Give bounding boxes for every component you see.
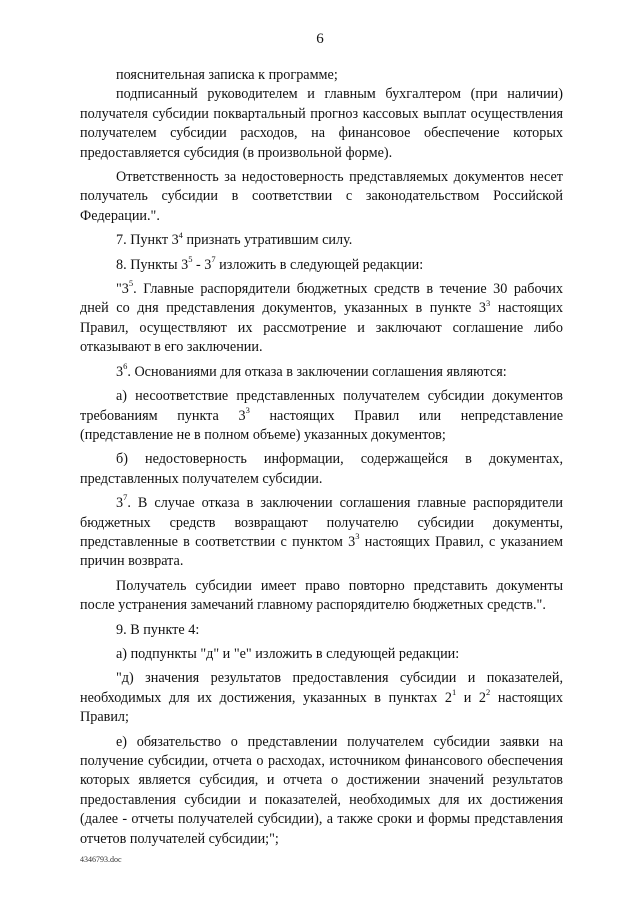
paragraph	[80, 733, 563, 849]
text-run: . Главные распорядители бюджетных средств в течение 30 рабочих дней со дня представления документов, указанных в пункте 3	[80, 281, 563, 317]
text-run: настоящих Правил, осуществляют их рассмотрение и заключают соглашение либо отказывают в его заключении.	[80, 300, 563, 356]
text-run: Получатель субсидии имеет право повторно представить документы после устранения замечаний главному распорядителю бюджетных средств.".	[80, 577, 563, 614]
paragraph	[80, 66, 563, 85]
text-run: а) несоответствие представленных получателем субсидии документов требованиям пункта 3	[80, 388, 563, 424]
superscript: 6	[123, 360, 128, 371]
superscript: 7	[123, 492, 128, 503]
text-run: "3	[116, 281, 129, 298]
text-run: б) недостоверность информации, содержащейся в документах, представленных получателем субсидии.	[80, 451, 563, 487]
superscript: 2	[486, 687, 491, 698]
superscript: 5	[188, 253, 193, 264]
superscript: 3	[245, 404, 250, 415]
paragraph	[80, 577, 563, 616]
paragraph	[80, 645, 563, 664]
text-run: "д) значения результатов предоставления субсидии и показателей, необходимых для их достижения, указанных в пунктах 2	[80, 670, 563, 706]
paragraph	[80, 450, 563, 489]
paragraph	[80, 621, 563, 640]
text-run: 9. В пункте 4:	[116, 621, 200, 638]
text-run: настоящих Правил;	[80, 689, 563, 726]
text-run: е) обязательство о представлении получателем субсидии заявки на получение субсидии, отчета о расходах, источником финансового обеспечения которых является субсидия, и отчета о достижении значений результатов предоставления субсидии и показателей, необходимых для их достижения (далее - отчеты получателей субсидии), а также сроки и формы представления отчетов получателей субсидии;";	[80, 733, 563, 847]
page-number: 6	[316, 31, 324, 47]
text-run: 3	[116, 495, 124, 512]
superscript: 7	[211, 253, 216, 264]
text-run: настоящих Правил, с указанием причин возврата.	[80, 533, 563, 570]
text-run: признать утратившим силу.	[182, 232, 353, 249]
paragraph	[80, 494, 563, 572]
superscript: 4	[178, 229, 183, 240]
text-run: настоящих Правил или непредставление (представление не в полном объеме) указанных документов;	[80, 407, 563, 443]
text-run: и 2	[456, 689, 487, 706]
paragraph	[80, 387, 563, 445]
document-body	[80, 66, 563, 849]
text-run: - 3	[192, 256, 212, 273]
paragraph	[80, 168, 563, 226]
paragraph	[80, 280, 563, 358]
paragraph	[80, 231, 563, 250]
paragraph	[80, 85, 563, 163]
paragraph	[80, 669, 563, 727]
paragraph	[80, 360, 563, 382]
text-run: . Основаниями для отказа в заключении соглашения являются:	[127, 363, 507, 380]
text-run: пояснительная записка к программе;	[116, 67, 338, 83]
footer-filename: 4346793.doc	[80, 855, 122, 864]
superscript: 5	[128, 278, 134, 289]
superscript: 3	[355, 531, 360, 542]
text-run: изложить в следующей редакции:	[215, 256, 424, 273]
superscript: 3	[485, 297, 491, 308]
text-run: 8. Пункты 3	[116, 256, 189, 273]
text-run: . В случае отказа в заключении соглашения главные распорядители бюджетных средств возвращают получателю субсидии документы, представленные в соответствии с пунктом 3	[80, 495, 563, 550]
text-run: Ответственность за недостоверность представляемых документов несет получатель субсидии в соответствии с законодательством Российской Федерации.".	[80, 169, 563, 224]
paragraph	[80, 253, 563, 275]
superscript: 1	[451, 687, 457, 698]
text-run: 3	[116, 363, 124, 380]
text-run: а) подпункты "д" и "е" изложить в следующей редакции:	[116, 645, 460, 662]
text-run: 7. Пункт 3	[116, 232, 179, 249]
text-run: подписанный руководителем и главным бухгалтером (при наличии) получателя субсидии поквартальный прогноз кассовых выплат осуществления получателем субсидии расходов, на финансовое обеспечение которых предоставляется субсидия (в произвольной форме).	[80, 86, 563, 161]
